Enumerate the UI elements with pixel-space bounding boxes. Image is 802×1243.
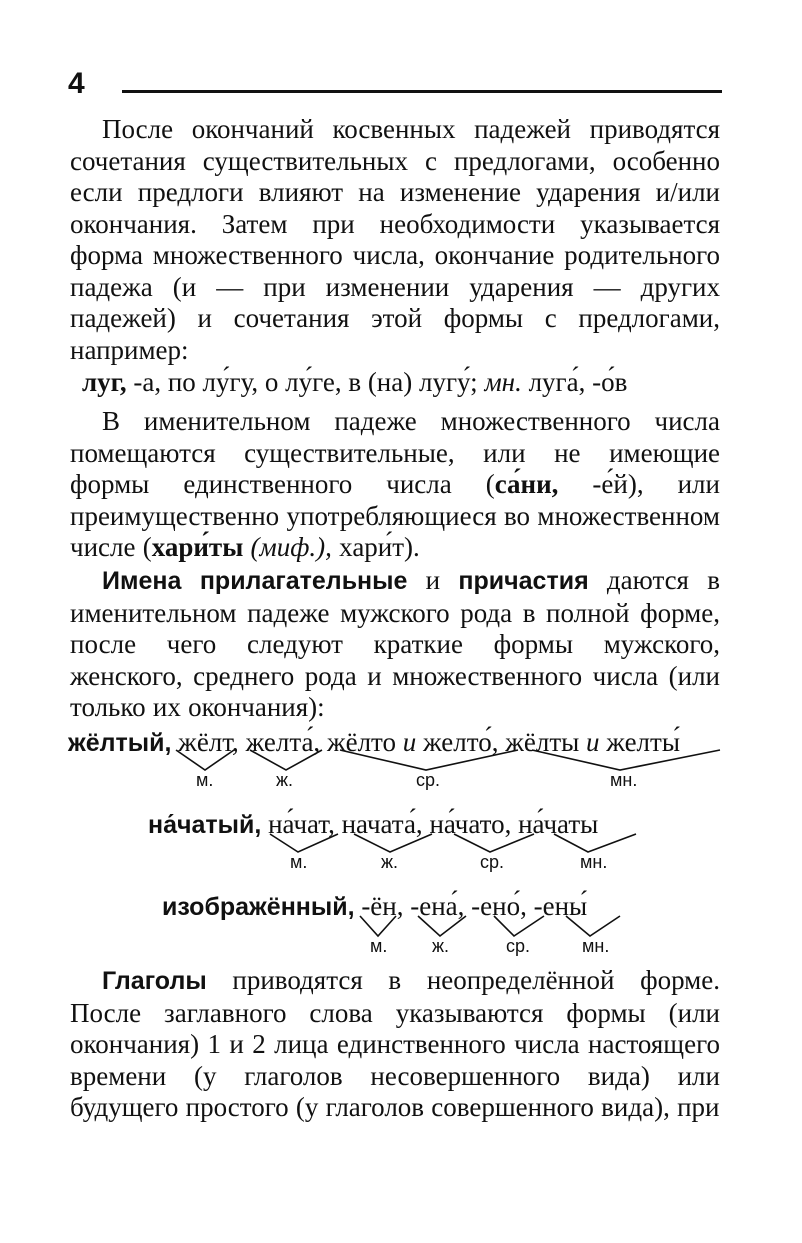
yellow-headword: жёлтый, — [68, 729, 172, 757]
depicted-label-masc: м. — [370, 936, 388, 956]
depicted-fem: -ена́, — [410, 891, 465, 921]
adj-text-2: даются в именительном падеже мужского рода в полной форме, после чего следуют краткие формы мужского, женского, среднего рода и множественного числа (или только их окончания): — [70, 565, 720, 722]
plural-word-sani: са́ни, — [494, 469, 559, 499]
plural-text-4: хари́т). — [331, 532, 420, 562]
begun-plural: на́чаты — [518, 809, 599, 839]
begun-label-plural: мн. — [580, 852, 608, 872]
adj-text-1: и — [407, 565, 459, 595]
yellow-masc: жёлт, — [178, 727, 239, 757]
yellow-fem: желта́, — [245, 727, 321, 757]
depicted-headword: изображённый, — [162, 893, 355, 921]
begun-headword: на́чатый, — [148, 811, 262, 839]
adj-term: Имена прилагательные — [102, 567, 408, 595]
depicted-plural: -ены́ — [533, 891, 588, 921]
depicted-forms-row — [162, 890, 587, 923]
participle-term: причастия — [458, 567, 589, 595]
verbs-paragraph — [70, 965, 720, 1124]
yellow-neut-2: желто́, — [423, 727, 499, 757]
begun-forms-row — [148, 808, 598, 841]
verbs-text: приводятся в неопределённой форме. После заглавного слова указываются формы (или окончания) 1 и 2 лица единственного числа настоящего времени (у глаголов несовершенного вида) или будущего простого (у глаголов совершенного вида), при — [70, 965, 720, 1122]
adjectives-paragraph — [70, 565, 720, 724]
plural-word-harity: хари́ты — [151, 532, 244, 562]
depicted-label-neut: ср. — [506, 936, 531, 956]
plural-word-mif: (миф.), — [250, 532, 332, 562]
intro-paragraph — [70, 114, 720, 366]
verbs-term: Глаголы — [102, 967, 207, 995]
lug-plural-abbr: мн. — [484, 367, 522, 397]
plural-text-3 — [243, 532, 250, 562]
plural-text-2: -е́й), или преимущественно употребляющиеся во множественном числе ( — [70, 469, 720, 562]
intro-text: После окончаний косвенных падежей приводятся сочетания существительных с предлогами, особенно если предлоги влияют на изменение ударения и/или окончания. Затем при необходимости указывается форма множественного числа, окончание родительного падежа (и — при изменении ударения — других падежей) и сочетания этой формы с предлогами, например: — [70, 114, 720, 365]
yellow-conj-1: и — [402, 727, 417, 757]
yellow-forms-row — [68, 726, 680, 759]
lug-plural: луга́, -о́в — [521, 367, 628, 397]
begun-masc: на́чат, — [268, 809, 335, 839]
yellow-label-masc: м. — [196, 770, 214, 790]
depicted-label-plural: мн. — [582, 936, 610, 956]
example-lug — [82, 366, 722, 398]
begun-fem: начата́, — [341, 809, 423, 839]
yellow-plural-2: желты́ — [606, 727, 680, 757]
page-number: 4 — [68, 67, 85, 100]
begun-neut: на́чато, — [429, 809, 512, 839]
depicted-neut: -ено́, — [471, 891, 527, 921]
yellow-neut-1: жёлто — [326, 727, 396, 757]
yellow-label-neut: ср. — [416, 770, 441, 790]
yellow-plural-1: жёлты — [505, 727, 580, 757]
yellow-conj-2: и — [586, 727, 600, 757]
lug-headword: луг, — [82, 367, 127, 397]
yellow-label-fem: ж. — [276, 770, 294, 790]
begun-label-masc: м. — [290, 852, 308, 872]
plural-paragraph — [70, 406, 720, 564]
begun-label-neut: ср. — [480, 852, 505, 872]
plural-text-1: В именительном падеже множественного числа помещаются существительные, или не имеющие формы единственного числа ( — [70, 406, 720, 499]
depicted-masc: -ён, — [361, 891, 404, 921]
begun-label-fem: ж. — [381, 852, 399, 872]
lug-forms: -а, по лу́гу, о лу́ге, в (на) лугу́; — [126, 367, 485, 397]
yellow-label-plural: мн. — [610, 770, 638, 790]
header-rule — [122, 90, 722, 93]
depicted-label-fem: ж. — [432, 936, 450, 956]
